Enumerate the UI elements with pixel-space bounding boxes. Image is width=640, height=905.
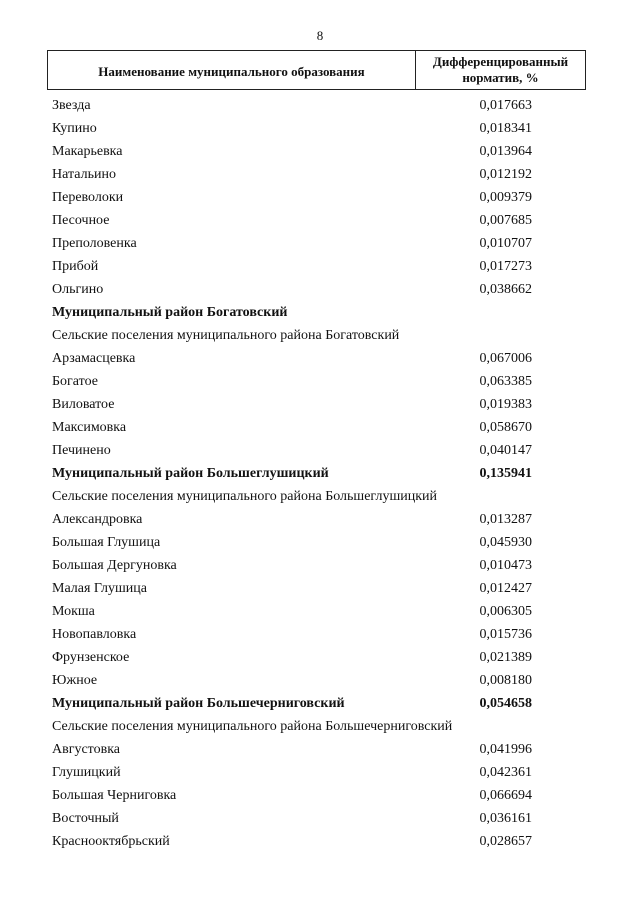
table-row [52,554,532,577]
table-header [47,50,586,90]
row-name: Большая Глушица [52,535,161,550]
row-value: 0,009379 [479,190,532,205]
district-row [52,462,532,485]
table-row [52,439,532,462]
row-name: Муниципальный район Большеглушицкий [52,466,329,481]
row-name: Преполовенка [52,236,137,251]
row-name: Купино [52,121,97,136]
table-row [52,94,532,117]
row-value: 0,135941 [479,466,532,481]
table-row [52,232,532,255]
row-value: 0,010473 [479,558,532,573]
page-number: 8 [316,28,324,43]
row-name: Сельские поселения муниципального района Большеглушицкий [52,489,437,504]
row-value: 0,012192 [479,167,532,182]
row-name: Сельские поселения муниципального района Богатовский [52,328,400,343]
row-name: Виловатое [52,397,115,412]
row-value: 0,063385 [479,374,532,389]
row-name: Прибой [52,259,99,274]
table-row [52,623,532,646]
row-name: Богатое [52,374,98,389]
row-name: Сельские поселения муниципального района Большечерниговский [52,719,453,734]
row-name: Большая Дергуновка [52,558,177,573]
table-row [52,830,532,853]
row-name: Натальино [52,167,116,182]
row-value: 0,007685 [479,213,532,228]
table-row [52,738,532,761]
table-row [52,278,532,301]
table-row [52,807,532,830]
table-row [52,646,532,669]
row-value: 0,066694 [479,788,532,803]
row-name: Макарьевка [52,144,123,159]
row-value: 0,038662 [479,282,532,297]
row-value: 0,018341 [479,121,532,136]
row-value: 0,045930 [479,535,532,550]
row-name: Муниципальный район Богатовский [52,305,288,320]
row-name: Муниципальный район Большечерниговский [52,696,345,711]
table-row [52,255,532,278]
row-name: Звезда [52,98,91,113]
table-row [52,393,532,416]
row-name: Большая Черниговка [52,788,177,803]
row-value: 0,006305 [479,604,532,619]
row-name: Песочное [52,213,110,228]
row-value: 0,021389 [479,650,532,665]
table-row [52,163,532,186]
row-name: Малая Глушица [52,581,147,596]
row-value: 0,067006 [479,351,532,366]
table-row [52,416,532,439]
row-value: 0,040147 [479,443,532,458]
row-value: 0,013964 [479,144,532,159]
row-value: 0,036161 [479,811,532,826]
table-row [52,347,532,370]
row-name: Печинено [52,443,111,458]
row-value: 0,017663 [479,98,532,113]
row-value: 0,008180 [479,673,532,688]
table-row [52,508,532,531]
table-row [52,600,532,623]
row-value: 0,042361 [479,765,532,780]
row-value: 0,013287 [479,512,532,527]
district-row [52,692,532,715]
column-header-name: Наименование муниципального образования [48,51,416,89]
table-row [52,140,532,163]
row-value: 0,019383 [479,397,532,412]
row-name: Арзамасцевка [52,351,136,366]
group-heading-row [52,324,532,347]
table-row [52,209,532,232]
table-row [52,117,532,140]
row-value: 0,054658 [479,696,532,711]
row-name: Краснооктябрьский [52,834,170,849]
row-name: Ольгино [52,282,104,297]
row-value: 0,012427 [479,581,532,596]
table-row [52,370,532,393]
row-value: 0,017273 [479,259,532,274]
row-name: Мокша [52,604,95,619]
row-name: Фрунзенское [52,650,130,665]
row-name: Глушицкий [52,765,121,780]
row-name: Южное [52,673,98,688]
table-row [52,669,532,692]
row-name: Восточный [52,811,119,826]
row-value: 0,015736 [479,627,532,642]
row-value: 0,058670 [479,420,532,435]
district-row [52,301,532,324]
row-value: 0,028657 [479,834,532,849]
row-name: Александровка [52,512,143,527]
table-row [52,531,532,554]
column-header-norm: Дифференцированный норматив, % [432,54,569,85]
table-row [52,577,532,600]
table-body [52,94,532,853]
row-name: Максимовка [52,420,127,435]
row-name: Переволоки [52,190,124,205]
table-row [52,761,532,784]
row-value: 0,010707 [479,236,532,251]
group-heading-row [52,715,532,738]
row-value: 0,041996 [479,742,532,757]
row-name: Августовка [52,742,121,757]
group-heading-row [52,485,532,508]
row-name: Новопавловка [52,627,137,642]
table-row [52,186,532,209]
table-row [52,784,532,807]
